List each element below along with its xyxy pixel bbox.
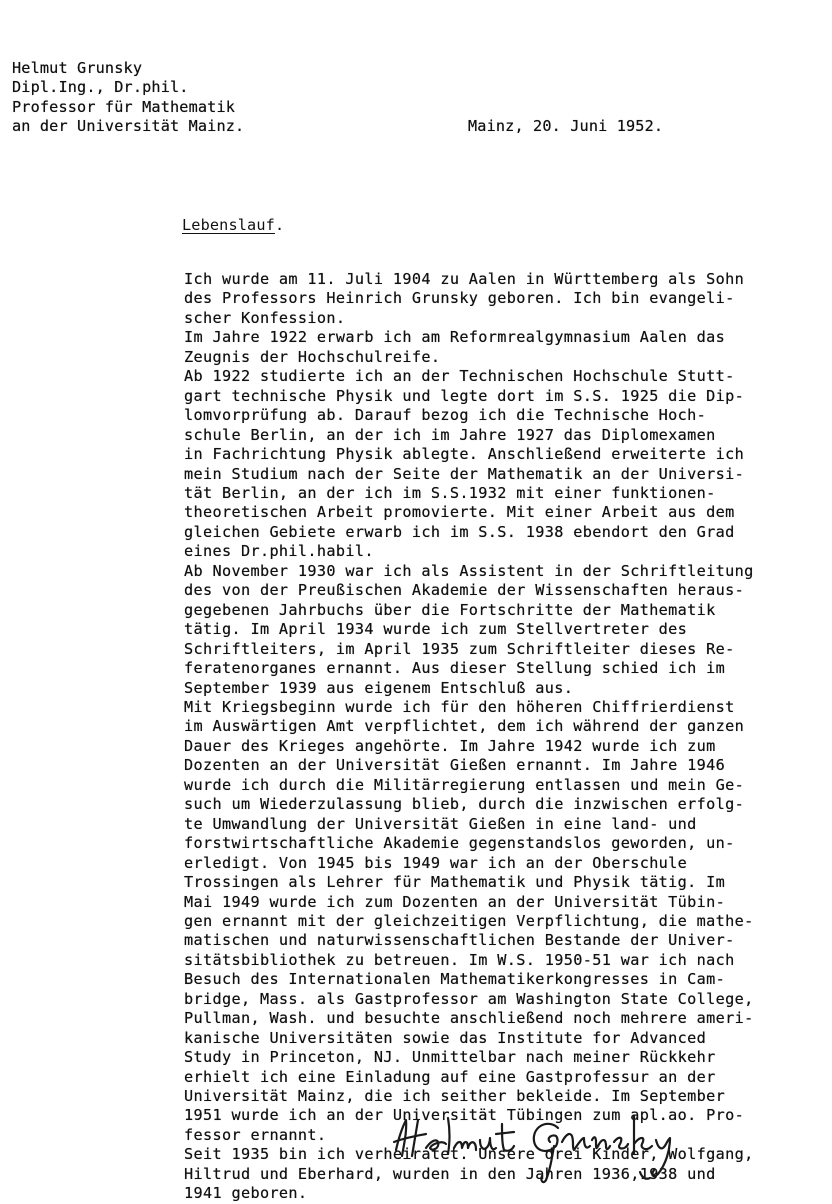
body-line: des von der Preußischen Akademie der Wissenschaften heraus- — [184, 581, 745, 600]
body-line: tätig. Im April 1934 wurde ich zum Stellvertreter des — [184, 620, 688, 639]
body-line: 1941 geboren. — [184, 1184, 308, 1203]
body-line: 1951 wurde ich an der Universität Tübingen zum apl.ao. Pro- — [184, 1106, 745, 1125]
body-line: Pullman, Wash. und besuchte anschließend noch mehrere ameri- — [184, 1009, 754, 1028]
body-line: Seit 1935 bin ich verheiratet. Unsere drei Kinder, Wolfgang, — [184, 1145, 754, 1164]
body-line: Besuch des Internationalen Mathematikerkongresses in Cam- — [184, 970, 726, 989]
body-line: such um Wiederzulassung blieb, durch die inzwischen erfolg- — [184, 795, 745, 814]
body-line: Mit Kriegsbeginn wurde ich für den höheren Chiffrierdienst — [184, 697, 735, 716]
body-line: wurde ich durch die Militärregierung entlassen und mein Ge- — [184, 775, 745, 794]
sender-line: an der Universität Mainz. — [12, 117, 245, 136]
body-line: gegebenen Jahrbuchs über die Fortschritte der Mathematik — [184, 600, 716, 619]
body-line: Trossingen als Lehrer für Mathematik und Physik tätig. Im — [184, 873, 726, 892]
body-line: kanische Universitäten sowie das Institute for Advanced — [184, 1028, 707, 1047]
title-text: Lebenslauf — [182, 216, 275, 234]
body-line: tät Berlin, an der ich im S.S.1932 mit einer funktionen- — [184, 483, 716, 502]
body-line: fessor ernannt. — [184, 1125, 327, 1144]
body-line: Universität Mainz, die ich seither bekleide. Im September — [184, 1087, 726, 1106]
body-line: feratenorganes ernannt. Aus dieser Stellung schied ich im — [184, 659, 726, 678]
sender-line: Professor für Mathematik — [12, 97, 236, 116]
body-line: Ab 1922 studierte ich an der Technischen Hochschule Stutt- — [184, 367, 735, 386]
body-line: September 1939 aus eigenem Entschluß aus. — [184, 678, 574, 697]
document-title — [182, 216, 284, 234]
body-line: Im Jahre 1922 erwarb ich am Reformrealgymnasium Aalen das — [184, 328, 726, 347]
body-line: schule Berlin, an der ich im Jahre 1927 das Diplomexamen — [184, 425, 716, 444]
body-line: forstwirtschaftliche Akademie gegenstandslos geworden, un- — [184, 834, 735, 853]
body-line: bridge, Mass. als Gastprofessor am Washington State College, — [184, 989, 754, 1008]
body-line: gart technische Physik und legte dort im S.S. 1925 die Dip- — [184, 386, 745, 405]
body-line: Dauer des Krieges angehörte. Im Jahre 1942 wurde ich zum — [184, 736, 716, 755]
body-line: des Professors Heinrich Grunsky geboren. Ich bin evangeli- — [184, 289, 735, 308]
body-line: erhielt ich eine Einladung auf eine Gastprofessur an der — [184, 1067, 716, 1086]
body-line: sitätsbibliothek zu betreuen. Im W.S. 1950-51 war ich nach — [184, 950, 735, 969]
body-line: Ich wurde am 11. Juli 1904 zu Aalen in Württemberg als Sohn — [184, 270, 745, 288]
body-line: Ab November 1930 war ich als Assistent in der Schriftleitung — [184, 561, 754, 580]
handwritten-signature — [390, 1098, 730, 1188]
body-line: in Fachrichtung Physik ablegte. Anschließend erweiterte ich — [184, 445, 745, 464]
place-date-line: Mainz, 20. Juni 1952. — [468, 117, 664, 135]
body-line: Schriftleiters, im April 1935 zum Schriftleiter dieses Re- — [184, 639, 735, 658]
body-line: mein Studium nach der Seite der Mathematik an der Universi- — [184, 464, 745, 483]
body-line: Study in Princeton, NJ. Unmittelbar nach meiner Rückkehr — [184, 1048, 716, 1067]
body-line: te Umwandlung der Universität Gießen in eine land- und — [184, 814, 697, 833]
sender-block — [12, 59, 244, 137]
body-line: lomvorprüfung ab. Darauf bezog ich die Technische Hoch- — [184, 406, 707, 425]
body-line: gleichen Gebiete erwarb ich im S.S. 1938 ebendort den Grad — [184, 522, 735, 541]
body-line: scher Konfession. — [184, 308, 346, 327]
body-line: gen ernannt mit der gleichzeitigen Verpflichtung, die mathe- — [184, 911, 754, 930]
body-line: Dozenten an der Universität Gießen ernannt. Im Jahre 1946 — [184, 756, 726, 775]
sender-line: Helmut Grunsky — [12, 59, 143, 77]
title-period: . — [274, 216, 285, 234]
body-line: Zeugnis der Hochschulreife. — [184, 347, 441, 366]
sender-line: Dipl.Ing., Dr.phil. — [12, 78, 189, 97]
body-line: im Auswärtigen Amt verpflichtet, dem ich während der ganzen — [184, 717, 745, 736]
body-line: Hiltrud und Eberhard, wurden in den Jahren 1936,1938 und — [184, 1164, 716, 1183]
body-line: matischen und naturwissenschaftlichen Bestande der Univer- — [184, 931, 735, 950]
body-line: eines Dr.phil.habil. — [184, 542, 374, 561]
cv-body-text — [184, 270, 754, 1204]
body-line: Mai 1949 wurde ich zum Dozenten an der Universität Tübin- — [184, 892, 726, 911]
body-line: theoretischen Arbeit promovierte. Mit einer Arbeit aus dem — [184, 503, 735, 522]
body-line: erledigt. Von 1945 bis 1949 war ich an der Oberschule — [184, 853, 688, 872]
